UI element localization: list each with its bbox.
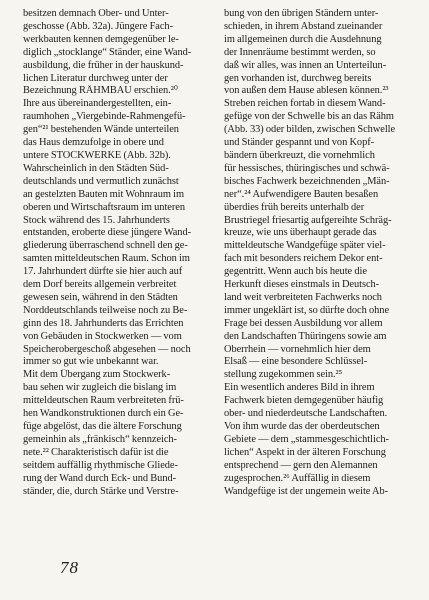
right-column-line: und Ständer gespannt und von Kopf- (224, 137, 375, 149)
right-column-line: Herkunft dieses einstmals in Deutsch- (224, 279, 380, 291)
right-column-line: gefüge von der Schwelle bis an das Rähm (224, 111, 394, 123)
right-column-line: im allgemeinen durch die Ausdehnung (224, 33, 382, 45)
right-column-line: gegentritt. Wenn auch bis heute die (224, 266, 367, 278)
left-column-line: seitdem auffällig rhythmische Gliede- (23, 459, 178, 471)
right-column-line: Gebiete — dem „stammesgeschichtlich- (224, 433, 389, 445)
left-column-line: das Haus demzufolge in obere und (23, 137, 164, 149)
left-column-line: besitzen demnach Ober- und Unter- (23, 8, 169, 19)
right-column-line: der Innenräume bestimmt werden, so (224, 46, 376, 58)
left-column-line: gemeinhin als „fränkisch“ kennzeich- (23, 433, 177, 445)
left-column-line: 17. Jahrhundert dürfte sie hier auch auf (23, 266, 183, 278)
left-column-line: lichen Literatur durchweg unter der (23, 72, 168, 84)
right-column-line: schieden, in ihrem Abstand zueinander (224, 20, 383, 32)
right-column-line: Elsaß — eine besondere Schlüssel- (224, 356, 368, 368)
left-column-line: geschosse (Abb. 32a). Jüngere Fach- (23, 20, 173, 32)
right-column-line: von außen dem Hause ablesen können.²³ (224, 85, 389, 97)
left-column-line: werkbauten kennen demgegenüber le- (23, 33, 179, 45)
left-column-line: raumhohen „Viergebinde-Rahmengefü- (23, 111, 186, 123)
left-column-line: füge abgelöst, das die ältere Forschung (23, 421, 182, 432)
right-column-line: überdies früh bereits unterhalb der (224, 201, 365, 213)
left-column-line: samten mitteldeutschen Raum. Schon im (23, 253, 190, 265)
right-column-line: immer ungeklärt ist, so dürfte doch ohne (224, 304, 390, 316)
right-column-line: land weit verbreiteten Fachwerks noch (224, 291, 382, 303)
right-column-line: fach mit besonders reichem Dekor ent- (224, 253, 383, 265)
right-column-line: entsprechend — gern den Alemannen (224, 459, 378, 471)
left-column-line: Stock während des 15. Jahrhunderts (23, 214, 170, 226)
left-column-line: mitteldeutschen Raum verbreiteten frü- (23, 395, 184, 407)
left-column-line: oberen und Wirtschaftsraum im unteren (23, 201, 185, 213)
page-number: 78 (60, 558, 79, 577)
left-column-line: an gestelzten Bauten mit Wohnraum im (23, 188, 185, 200)
left-column-line: diglich „stocklange“ Ständer, eine Wand- (23, 46, 192, 58)
left-column-line: ständer, die, durch Stärke und Verstre- (23, 485, 179, 497)
left-column-line: Norddeutschlands teilweise noch zu Be- (23, 304, 188, 316)
left-column-line: von Gebäuden in Stockwerken — vom (23, 330, 182, 342)
left-column-line: dem Dorf bereits allgemein verbreitet (23, 279, 177, 291)
right-column-line: Fachwerk bieten demgegenüber häufig (224, 395, 384, 407)
right-column-line: Oberrhein — vornehmlich hier dem (224, 343, 371, 355)
left-column-line: Ihre aus übereinandergestellten, ein- (23, 98, 172, 110)
right-column-line: Von ihm wurde das der oberdeutschen (224, 421, 380, 432)
right-column-line: lichen“ Aspekt in der älteren Forschung (224, 446, 386, 458)
right-column-line: daß wir alles, was innen an Unterteilun- (224, 59, 387, 71)
left-column-line: untere STOCKWERKE (Abb. 32b). (23, 149, 171, 161)
right-column-line: kreuze, wie uns überhaupt gerade das (224, 227, 377, 239)
right-column-line: Ein wesentlich anderes Bild in ihrem (224, 382, 375, 394)
right-column-line: bung von den übrigen Ständern unter- (224, 8, 379, 19)
right-column-line: Wandgefüge ist der ungemein weite Ab- (224, 485, 389, 497)
left-column-line: Wahrscheinlich in den Städten Süd- (23, 162, 169, 174)
left-column-line: entstanden, eroberte diese jüngere Wand- (23, 227, 192, 239)
left-column-line: hen Wandkonstruktionen durch ein Ge- (23, 408, 184, 420)
left-column-line: gewesen sein, während in den Städten (23, 291, 178, 303)
left-column-line: deutschlands und vermutlich zunächst (23, 175, 179, 187)
left-column-line: bau sehen wir zugleich die bislang im (23, 382, 177, 394)
left-column-line: Bezeichnung RÄHMBAU erschien.²⁰ (23, 85, 178, 97)
right-column-line: Frage bei dessen Ausbildung vor allem (224, 317, 383, 329)
right-column-line: bändern überkreuzt, die vornehmlich (224, 149, 375, 161)
left-column-line: ginn des 18. Jahrhunderts das Errichten (23, 317, 184, 329)
left-column-line: gliederung überraschend schnell den ge- (23, 240, 188, 252)
right-column-line: mitteldeutsche Wandgefüge später viel- (224, 240, 386, 252)
left-column-line: Speicherobergeschoß abgesehen — noch (23, 343, 191, 355)
left-column-line: gen“²¹ bestehenden Wände unterteilen (23, 124, 179, 136)
left-column-line: immer so gut wie unbekannt war. (23, 356, 159, 368)
right-column-line: für hessisches, thüringisches und schwä- (224, 162, 390, 174)
left-column-line: ausbildung, die früher in der hauskund- (23, 59, 184, 71)
right-column-line: ober- und niederdeutsche Landschaften. (224, 408, 388, 420)
right-column-line: ner“.²⁴ Aufwendigere Bauten besaßen (224, 188, 379, 200)
text-column-left (23, 8, 210, 498)
right-column-line: den Landschaften Thüringens sowie am (224, 330, 387, 342)
text-column-right (224, 8, 411, 498)
right-column-line: bisches Fachwerk bezeichnenden „Män- (224, 175, 390, 187)
right-column-line: zugesprochen.²⁶ Auffällig in diesem (224, 472, 371, 484)
right-column-line: Brustriegel friesartig aufgereihte Schräg- (224, 214, 392, 226)
left-column-line: nete.²² Charakteristisch dafür ist die (23, 446, 169, 458)
right-column-line: stellung zugekommen sein.²⁵ (224, 369, 343, 381)
left-column-line: Mit dem Übergang zum Stockwerk- (23, 369, 171, 381)
left-column-line: rung der Wand durch Eck- und Bund- (23, 472, 177, 484)
right-column-line: gen vorhanden ist, durchweg bereits (224, 72, 372, 84)
right-column-line: (Abb. 33) oder bilden, zwischen Schwelle (224, 124, 396, 136)
right-column-line: Streben reichen fortab in diesem Wand- (224, 98, 386, 110)
